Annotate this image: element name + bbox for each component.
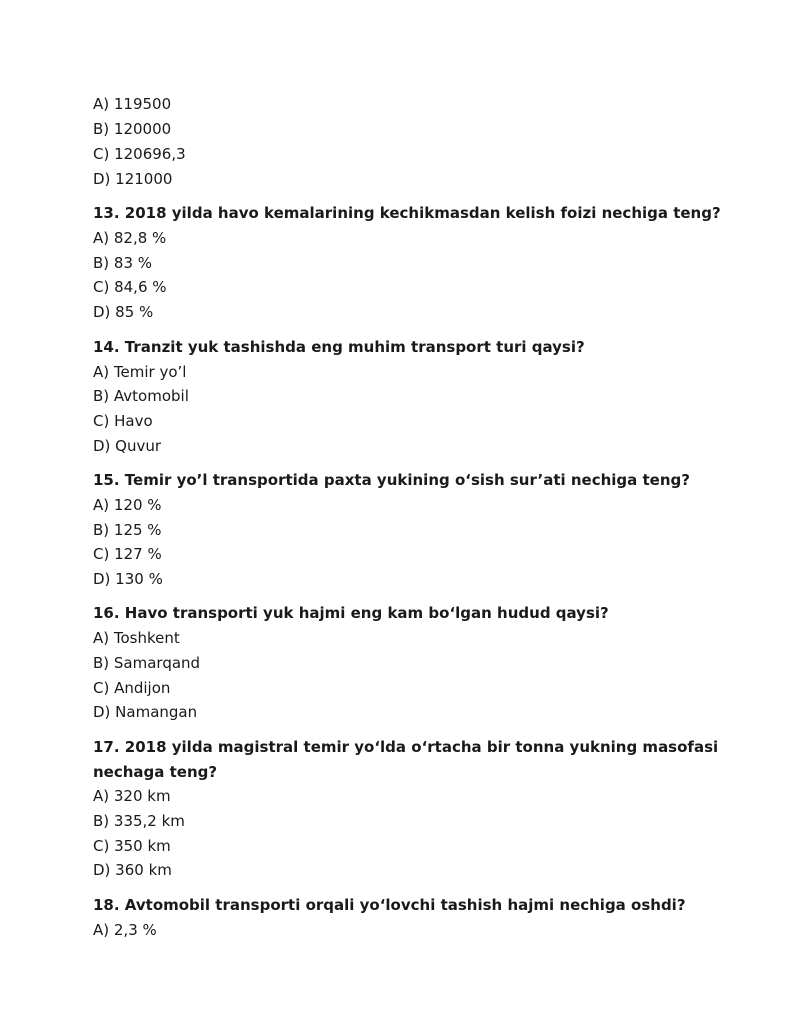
question-16-option-c: C) Andijon <box>93 679 171 697</box>
question-17-option-a: A) 320 km <box>93 787 171 805</box>
question-16-option-a: A) Toshkent <box>93 629 180 647</box>
question-14: 14. Tranzit yuk tashishda eng muhim transport turi qaysi? <box>93 338 585 356</box>
question-18-option-a: A) 2,3 % <box>93 921 157 939</box>
question-13-option-d: D) 85 % <box>93 303 154 321</box>
prev-option-a: A) 119500 <box>93 95 172 113</box>
prev-option-c: C) 120696,3 <box>93 145 186 163</box>
question-14-option-b: B) Avtomobil <box>93 387 189 405</box>
question-16: 16. Havo transporti yuk hajmi eng kam bo‘lgan hudud qaysi? <box>93 604 609 622</box>
question-15-option-c: C) 127 % <box>93 545 162 563</box>
question-17-option-c: C) 350 km <box>93 837 171 855</box>
question-15-option-b: B) 125 % <box>93 521 162 539</box>
question-14-option-d: D) Quvur <box>93 437 162 455</box>
question-18: 18. Avtomobil transporti orqali yo‘lovchi tashish hajmi nechiga oshdi? <box>93 896 686 914</box>
question-15-option-d: D) 130 % <box>93 570 163 588</box>
question-15: 15. Temir yo’l transportida paxta yukining o‘sish sur’ati nechiga teng? <box>93 471 690 489</box>
question-13: 13. 2018 yilda havo kemalarining kechikmasdan kelish foizi nechiga teng? <box>93 204 721 222</box>
question-16-option-d: D) Namangan <box>93 703 198 721</box>
question-17-line-1: 17. 2018 yilda magistral temir yo‘lda o‘rtacha bir tonna yukning masofasi <box>93 738 719 756</box>
question-15-option-a: A) 120 % <box>93 496 162 514</box>
question-14-option-a: A) Temir yo’l <box>93 363 187 381</box>
prev-option-b: B) 120000 <box>93 120 172 138</box>
question-17-line-2: nechaga teng? <box>93 763 218 781</box>
question-14-option-c: C) Havo <box>93 412 153 430</box>
question-17-option-b: B) 335,2 km <box>93 812 185 830</box>
prev-option-d: D) 121000 <box>93 170 173 188</box>
question-17-option-d: D) 360 km <box>93 861 172 879</box>
question-13-option-a: A) 82,8 % <box>93 229 167 247</box>
question-16-option-b: B) Samarqand <box>93 654 201 672</box>
question-13-option-b: B) 83 % <box>93 254 153 272</box>
question-13-option-c: C) 84,6 % <box>93 278 167 296</box>
